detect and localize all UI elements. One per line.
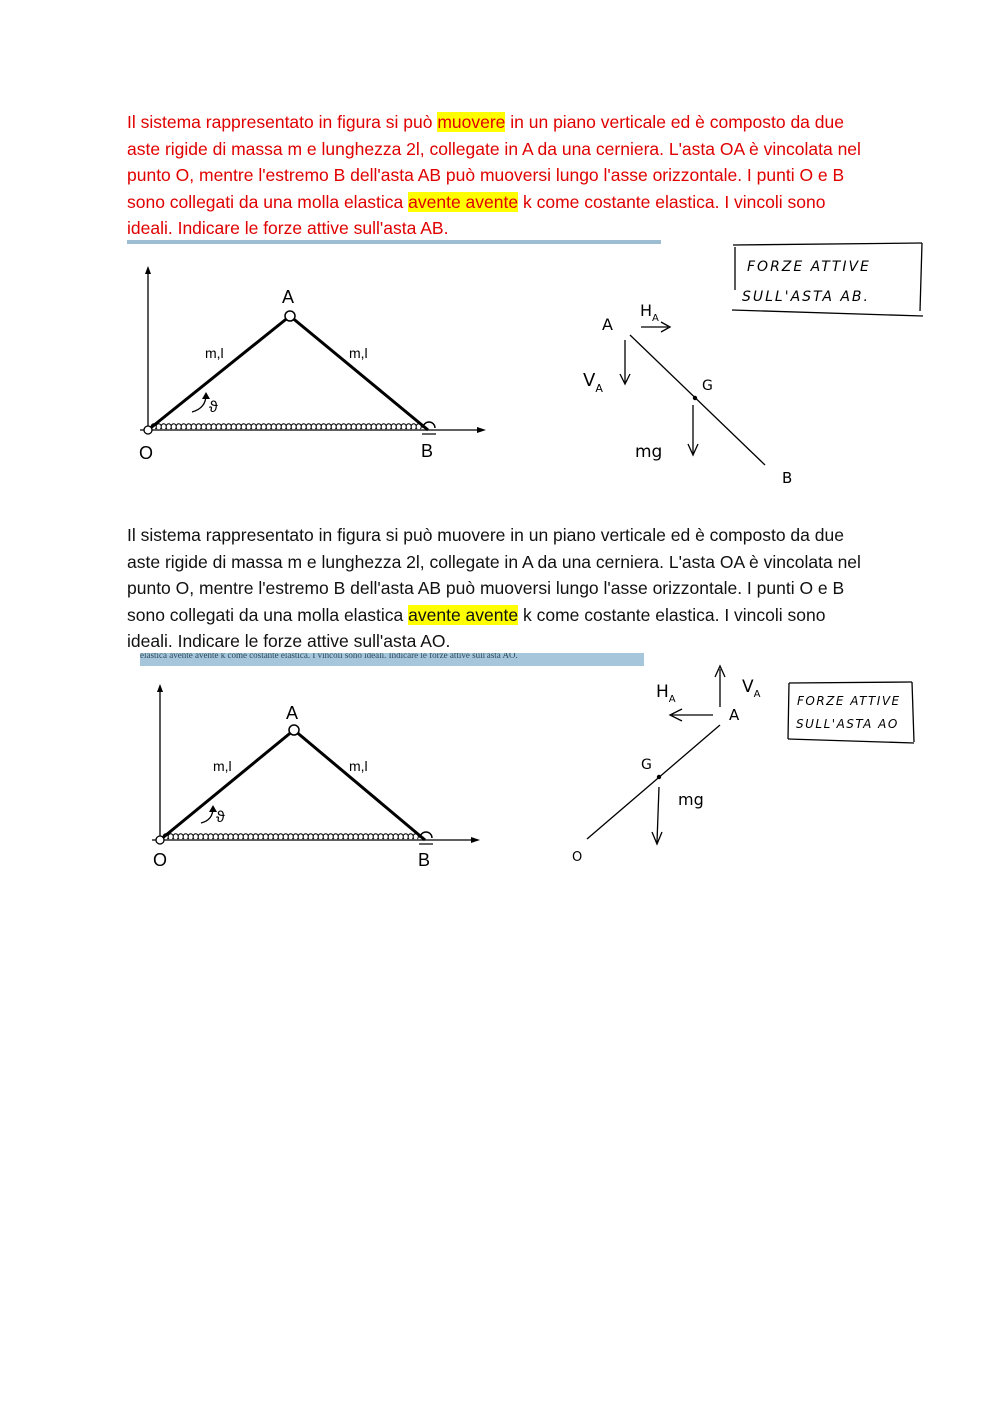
label-o: O (139, 443, 154, 463)
problem-1-line-4: sono collegati da una molla elastica avente avente k come costante elastica. I vincoli sono (127, 191, 826, 212)
sketch-2-box-line-2: SULL'ASTA AO (796, 717, 899, 731)
problem-2-line-4: sono collegati da una molla elastica avente avente k come costante elastica. I vincoli sono (127, 604, 826, 625)
sketch-1-box-line-1: FORZE ATTIVE (747, 259, 871, 275)
label-mass-right: m,l (349, 345, 368, 361)
sketch-2-label-ha: $H_A$ (656, 682, 676, 705)
highlight-muovere: muovere (437, 112, 506, 132)
problem-2-figure (140, 680, 510, 885)
problem-1-text (127, 109, 887, 242)
sketch-1-label-va: $V_A$ (583, 370, 603, 395)
sketch-2-label-o: O (572, 850, 583, 865)
label-b: B (421, 441, 434, 461)
sketch-2-label-mg: mg (678, 790, 704, 809)
highlight-avente-avente: avente avente (408, 191, 519, 212)
sketch-2-label-va: $V_A$ (742, 677, 761, 700)
label-mass-left: m,l (205, 345, 224, 361)
label-a-2: A (286, 703, 299, 723)
sketch-1-label-mg: mg (635, 442, 663, 462)
label-angle: ϑ (209, 399, 218, 416)
problem-2-line-1: Il sistema rappresentato in figura si può muovere in un piano verticale ed è composto da due (127, 525, 844, 545)
sketch-1-label-ha: $H_A$ (640, 301, 659, 324)
label-angle-2: ϑ (216, 809, 225, 826)
sketch-2-box-line-1: FORZE ATTIVE (797, 694, 901, 708)
problem-2-line-5: ideali. Indicare le forze attive sull'asta AO. (127, 631, 451, 651)
problem-2-force-sketch (560, 655, 925, 870)
label-mass-left-2: m,l (213, 758, 232, 774)
sketch-2-label-g: G (641, 757, 652, 773)
problem-1-line-2: aste rigide di massa m e lunghezza 2l, collegate in A da una cerniera. L'asta OA è vincolata nel (127, 138, 861, 159)
label-b-2: B (418, 850, 431, 870)
label-mass-right-2: m,l (349, 758, 368, 774)
sketch-1-box-line-2: SULL'ASTA AB. (742, 289, 870, 305)
problem-2-line-3: punto O, mentre l'estremo B dell'asta AB può muoversi lungo l'asse orizzontale. I punti O e B (127, 578, 845, 598)
highlight-avente-avente-2: avente avente (408, 604, 519, 625)
problem-1-line-3: punto O, mentre l'estremo B dell'asta AB può muoversi lungo l'asse orizzontale. I punti O e B (127, 165, 845, 185)
sketch-1-label-g: G (702, 378, 713, 394)
sketch-2-label-a: A (729, 706, 740, 724)
sketch-1-label-a: A (602, 315, 613, 334)
label-a: A (282, 287, 295, 307)
pasted-text-strip: elastica avente avente k come costante elastica. I vincoli sono ideali. Indicare le forze attive sull'asta AO. (140, 653, 644, 666)
problem-1-line-5: ideali. Indicare le forze attive sull'asta AB. (127, 218, 449, 238)
problem-1-line-1: Il sistema rappresentato in figura si può muovere in un piano verticale ed è composto da due (127, 112, 844, 132)
problem-1-figure (130, 262, 500, 467)
problem-2-text (127, 522, 887, 655)
label-o-2: O (153, 850, 168, 870)
sketch-1-label-b: B (782, 469, 793, 487)
problem-1-force-sketch (575, 240, 930, 495)
problem-2-line-2: aste rigide di massa m e lunghezza 2l, collegate in A da una cerniera. L'asta OA è vincolata nel (127, 551, 861, 572)
